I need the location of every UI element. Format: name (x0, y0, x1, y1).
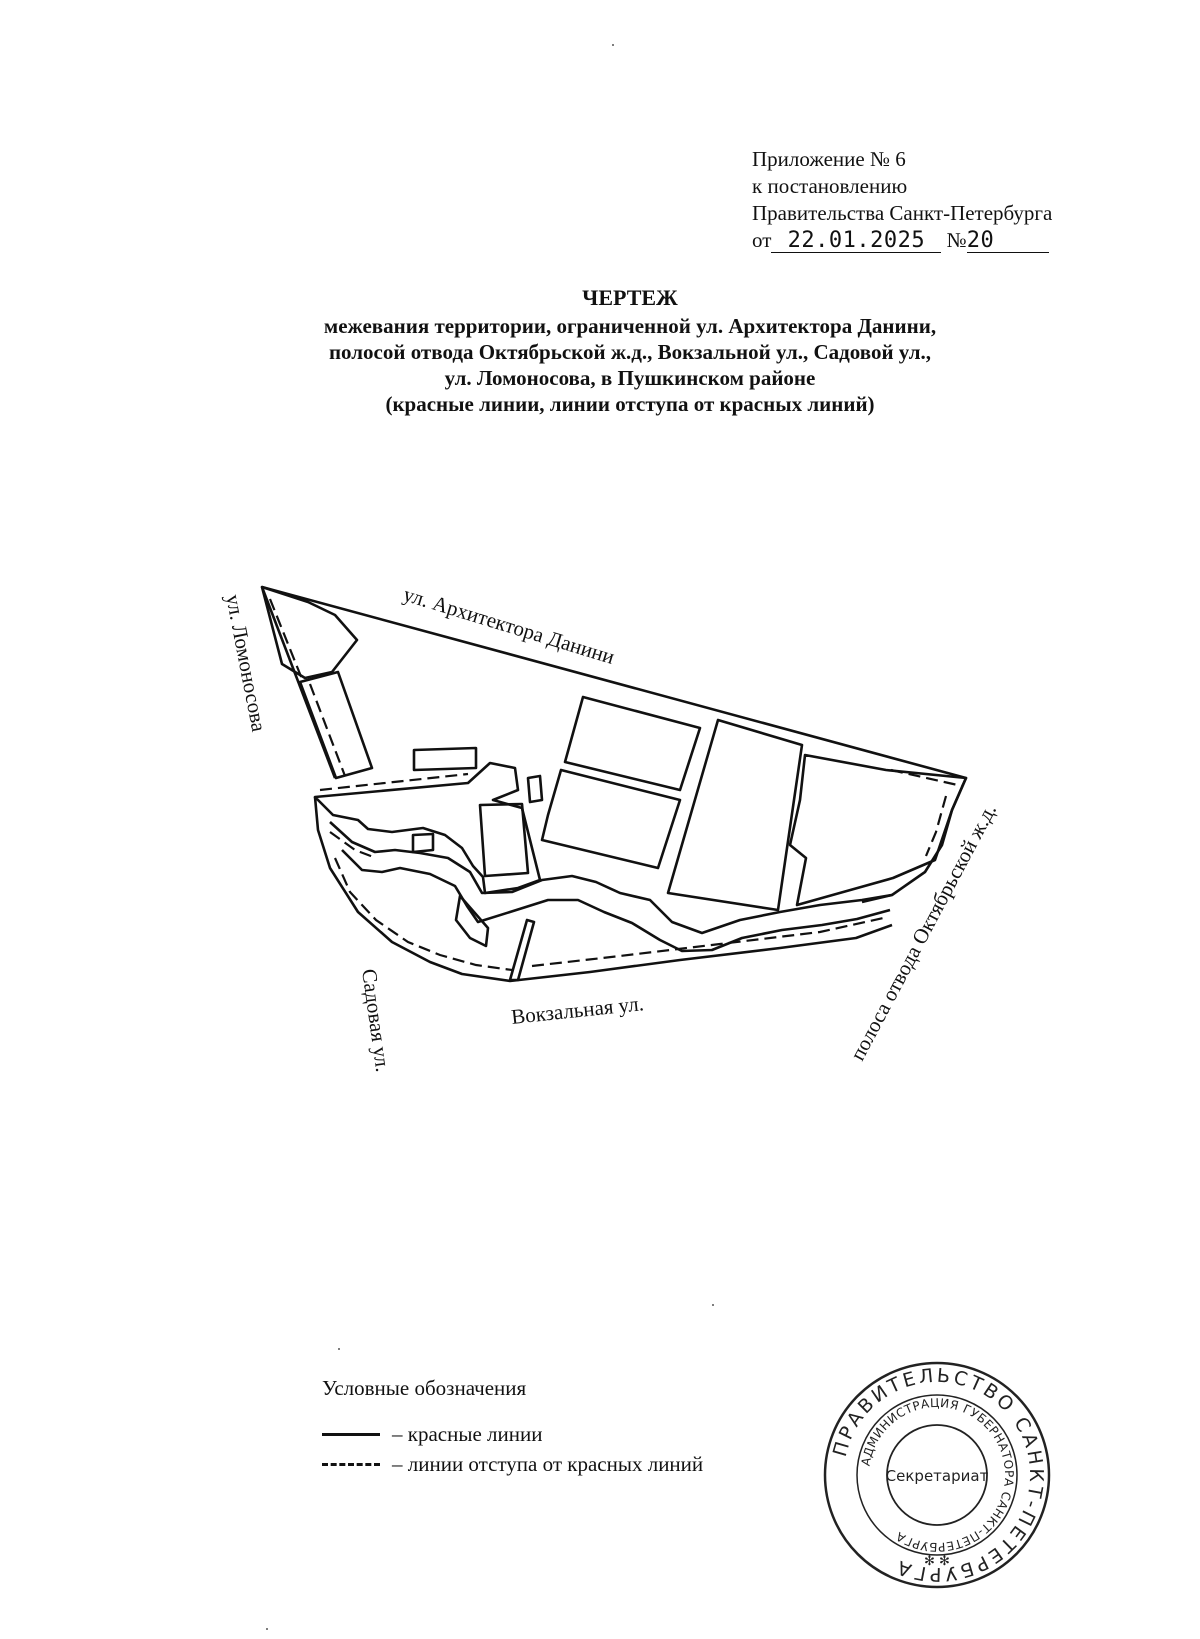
appendix-authority: Правительства Санкт-Петербурга (752, 201, 1053, 225)
title-heading: ЧЕРТЕЖ (582, 285, 678, 310)
legend-item-label: – красные линии (392, 1421, 543, 1446)
stamp-stars: ✻ ✻ (924, 1554, 950, 1569)
label-danini: ул. Архитектора Данини (400, 581, 618, 669)
scan-speck (712, 1304, 714, 1306)
scan-speck (266, 1628, 268, 1630)
legend-item-red-lines (322, 1419, 703, 1449)
appendix-reference: к постановлению (752, 174, 908, 198)
block-west-inner (480, 804, 528, 876)
dashed-line-swatch (322, 1463, 380, 1466)
decree-date: 22.01.2025 (771, 230, 941, 253)
title-line-2: полосой отвода Октябрьской ж.д., Вокзальной ул., Садовой ул., (328, 340, 932, 364)
boundary-vokzalnaya (315, 797, 892, 981)
title-line-1: межевания территории, ограниченной ул. Архитектора Данини, (323, 314, 937, 338)
alley (510, 920, 534, 980)
number-prefix: № (946, 228, 967, 252)
scan-speck (338, 1348, 340, 1350)
label-vokzalnaya: Вокзальная ул. (510, 991, 645, 1029)
setback-danini (891, 770, 962, 786)
scan-speck (612, 44, 614, 46)
stamp-outer-text: ПРАВИТЕЛЬСТВО САНКТ-ПЕТЕРБУРГА (828, 1364, 1048, 1586)
legend-item-setback-lines (322, 1449, 703, 1479)
setback-strip (310, 684, 345, 776)
solid-line-swatch (322, 1433, 380, 1436)
block-central (668, 720, 802, 910)
date-prefix: от (752, 228, 772, 252)
appendix-number: Приложение № 6 (752, 147, 906, 171)
stamp-center-text: Секретариат (885, 1467, 989, 1485)
setback-railway (926, 796, 946, 856)
label-lomonosova: ул. Ломоносова (221, 592, 272, 734)
official-stamp (822, 1360, 1052, 1590)
setback-west-inner (330, 832, 376, 858)
block-west-small (413, 834, 433, 852)
stream-inner-line (456, 896, 488, 946)
title-line-4: (красные линии, линии отступа от красных линий) (385, 392, 875, 416)
label-railway-strip: полоса отвода Октябрьской ж.д. (845, 799, 1002, 1065)
decree-number: 20 (967, 230, 1049, 253)
title-line-3: ул. Ломоносова, в Пушкинском районе (444, 366, 816, 390)
legend-title: Условные обозначения (322, 1376, 527, 1400)
legend (322, 1376, 703, 1479)
label-sadovaya: Садовая ул. (357, 967, 396, 1074)
block-west-building (414, 748, 476, 770)
block-west-notch (528, 776, 542, 802)
legend-item-label: – линии отступа от красных линий (392, 1451, 704, 1476)
stream-line-south (342, 850, 890, 951)
stamp-inner-text: АДМИНИСТРАЦИЯ ГУБЕРНАТОРА САНКТ-ПЕТЕРБУРГА (858, 1395, 1017, 1555)
